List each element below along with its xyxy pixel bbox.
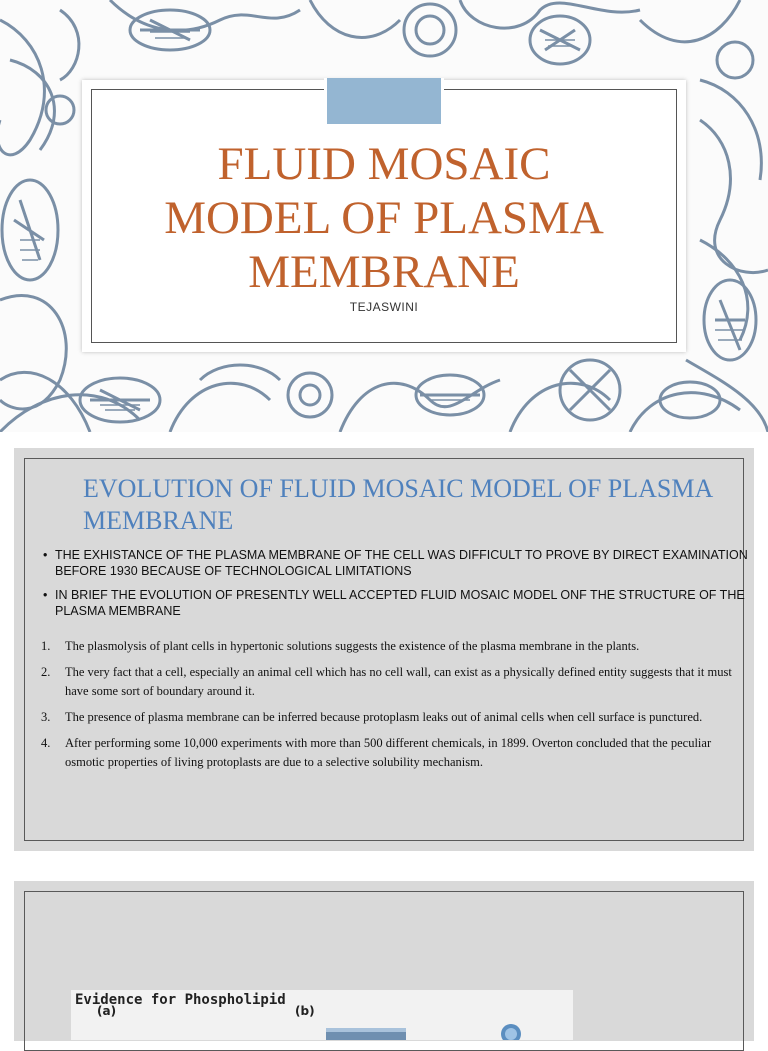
- numbered-item: [41, 734, 746, 772]
- evolution-slide: [14, 448, 754, 851]
- title-accent-tab: [324, 78, 444, 124]
- figure-label-b: (b): [295, 1004, 315, 1018]
- phospholipid-evidence-image: [71, 990, 573, 1040]
- title-line-3: MEMBRANE: [248, 246, 520, 298]
- bullet-item: [39, 587, 749, 619]
- slide-heading: EVOLUTION OF FLUID MOSAIC MODEL OF PLASMA MEMBRANE: [83, 474, 712, 535]
- slide-frame: [24, 891, 744, 1051]
- bullet-item: [39, 547, 749, 579]
- bullet-text: THE EXHISTANCE OF THE PLASMA MEMBRANE OF THE CELL WAS DIFFICULT TO PROVE BY DIRECT EXAMINATION BEFORE 1930 BECAUSE OF TECHNOLOGICAL LIMITATIONS: [55, 548, 748, 578]
- item-text: The plasmolysis of plant cells in hypertonic solutions suggests the existence of the plasma membrane in the plants.: [65, 639, 640, 653]
- item-text: The very fact that a cell, especially an animal cell which has no cell wall, can exist as a physically defined entity suggests that it must have some sort of boundary around it.: [65, 665, 732, 698]
- title-card: [82, 80, 686, 352]
- title-line-2: MODEL OF PLASMA: [164, 192, 604, 244]
- bullet-dot-icon: •: [43, 548, 48, 562]
- evidence-slide: [14, 881, 754, 1041]
- numbered-item: [41, 663, 746, 701]
- numbered-item: [41, 637, 746, 656]
- numbered-item: [41, 708, 746, 727]
- item-number: 4.: [41, 736, 51, 750]
- item-text: The presence of plasma membrane can be inferred because protoplasm leaks out of animal cells when cell surface is punctured.: [65, 710, 703, 724]
- slide-frame: [24, 458, 748, 841]
- membrane-diagram-icon: [71, 990, 573, 1040]
- item-number: 3.: [41, 710, 51, 724]
- author-name: TEJASWINI: [349, 300, 419, 314]
- title-slide: [0, 0, 768, 432]
- item-text: After performing some 10,000 experiments with more than 500 different chemicals, in 1899. Overton concluded that the peculiar osmotic properties of living protoplasts are due to a selective solubility mechanism.: [65, 736, 712, 769]
- bullet-text: IN BRIEF THE EVOLUTION OF PRESENTLY WELL ACCEPTED FLUID MOSAIC MODEL ONF THE STRUCTURE OF THE PLASMA MEMBRANE: [55, 588, 745, 618]
- numbered-list: [41, 637, 746, 779]
- image-caption: Evidence for Phospholipid: [75, 992, 286, 1008]
- title-line-1: FLUID MOSAIC: [217, 138, 551, 190]
- figure-label-a: (a): [97, 1004, 117, 1018]
- bullet-dot-icon: •: [43, 588, 48, 602]
- presentation-title: [82, 137, 686, 299]
- item-number: 2.: [41, 665, 51, 679]
- item-number: 1.: [41, 639, 51, 653]
- bullet-list: [39, 547, 749, 627]
